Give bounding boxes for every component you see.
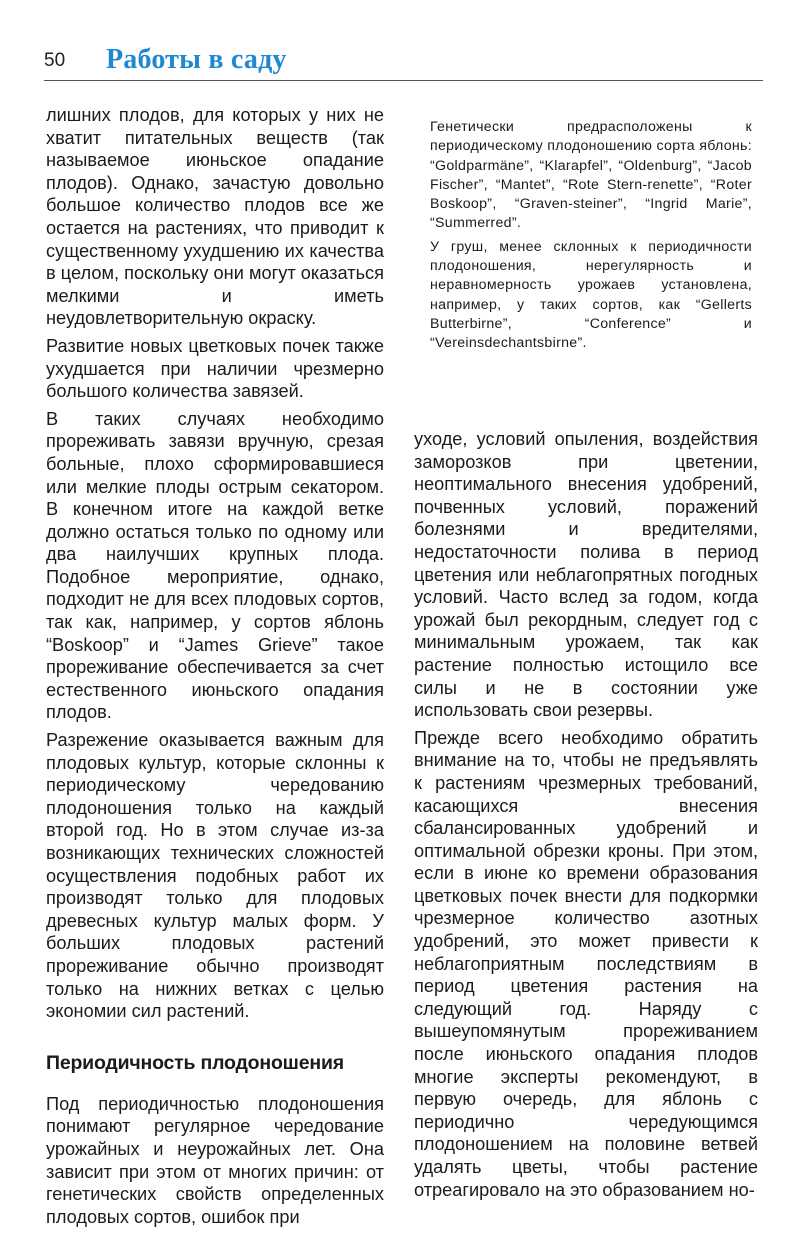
left-column [46,104,384,1233]
paragraph: Прежде всего необходимо обратить внимание на то, чтобы не предъявлять к растениям чрезмерных требований, касающихся внесения сбалансированных удобрений и оптимальной обрезки кроны. При этом, если в июне ко времени образования цветковых почек внести для подкормки чрезмерное количество азотных удобрений, это может привести к неблагоприятным последствиям в период цветения растения на следующий год. Наряду с вышеупомянутым прореживанием после июньского опадания плодов многие эксперты рекомендуют, в первую очередь, для яблонь с периодично чередующимся плодоношением на половине ветвей удалять цветы, чтобы растение отреагировало на это образованием но- [414,727,758,1200]
running-title: Работы в саду [106,44,287,75]
paragraph: Под периодичностью плодоношения понимают регулярное чередование урожайных и неурожайных лет. Она зависит при этом от многих причин: от генетических свойств определенных плодовых сортов, ошибок при [46,1093,384,1227]
right-column [414,428,758,1206]
paragraph: Развитие новых цветковых почек также ухудшается при наличии чрезмерно большого количества завязей. [46,335,384,402]
section-heading: Периодичность плодоношения [46,1051,344,1074]
sidebar-paragraph: Генетически предрасположены к периодическому плодоношению сорта яблонь: “Goldparmäne”, “Klarapfel”, “Oldenburg”, “Jacob Fischer”, “Mantet”, “Rote Stern-renette”, “Roter Boskoop”, “Graven-steiner”, “Ingrid Marie”, “Summerred”. [430,119,752,232]
paragraph: В таких случаях необходимо прореживать завязи вручную, срезая больные, плохо сформировавшиеся или мелкие плоды острым секатором. В конечном итоге на каждой ветке должно остаться только по одному или два наилучших крупных плода. Подобное мероприятие, однако, подходит не для всех плодовых сортов, так как, например, у сортов яблонь “Boskoop” и “James Grieve” такое прореживание обеспечивается за счет естественного июньского опадания плодов. [46,408,384,723]
sidebar-paragraph: У груш, менее склонных к периодичности плодоношения, нерегулярность и неравномерность урожаев установлена, например, у таких сортов, как “Gellerts Butterbirne”, “Conference” и “Vereinsdechantsbirne”. [430,238,752,352]
sidebar-note [430,118,752,358]
paragraph: Разрежение оказывается важным для плодовых культур, которые склонны к периодическому чередованию плодоношения только на каждый второй год. Но в этом случае из-за возникающих технических сложностей осуществления подобных работ их производят только для плодовых древесных культур малых форм. У больших плодовых растений прореживание обычно производят только на нижних ветках с целью экономии сил растений. [46,730,384,1022]
header-rule [44,80,763,81]
paragraph: лишних плодов, для которых у них не хватит питательных веществ (так называемое июньское опадание плодов). Однако, зачастую довольно большое количество плодов все же остается на растениях, что приводит к существенному ухудшению их качества в целом, поскольку они могут оказаться мелкими и иметь неудовлетворительную окраску. [46,105,384,329]
page-number: 50 [44,50,66,71]
paragraph: уходе, условий опыления, воздействия заморозков при цветении, неоптимального внесения удобрений, почвенных условий, поражений болезнями и вредителями, недостаточности полива в период цветения или неблагопрятных погодных условий. Часто вслед за годом, когда урожай был рекордным, следует год с минимальным урожаем, так как растение полностью истощило все силы и не в состоянии уже использовать свои резервы. [414,429,758,721]
